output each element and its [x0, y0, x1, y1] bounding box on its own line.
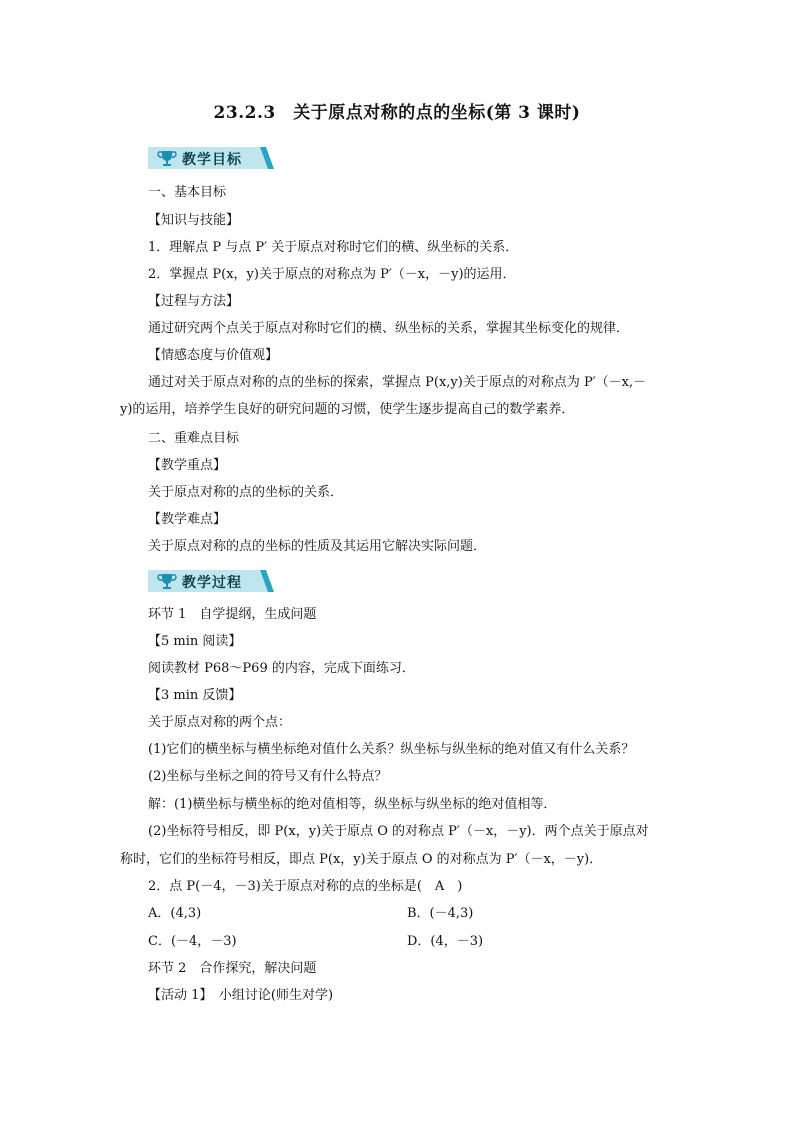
- banner-label: 教学目标: [182, 152, 242, 168]
- text-line: 【情感态度与价值观】: [148, 348, 279, 363]
- text-line: 关于原点对称的两个点：: [148, 715, 292, 730]
- choice-c: C．(－4，－3): [148, 934, 237, 949]
- banner-label: 教学过程: [182, 575, 242, 591]
- text-line: 【知识与技能】: [148, 213, 240, 228]
- text-line: 环节 1 自学提纲，生成问题: [148, 607, 317, 622]
- page-title: 23.2.3 关于原点对称的点的坐标(第 3 课时): [213, 103, 581, 123]
- text-line: 【教学重点】: [148, 458, 227, 473]
- section-banner-goals: [148, 145, 276, 171]
- text-line: 【教学难点】: [148, 512, 227, 527]
- text-line: 通过研究两个点关于原点对称时它们的横、纵坐标的关系，掌握其坐标变化的规律．: [148, 321, 630, 336]
- text-line: 环节 2 合作探究，解决问题: [148, 961, 317, 976]
- text-line: 关于原点对称的点的坐标的性质及其运用它解决实际问题．: [148, 539, 487, 554]
- section-banner-process: [148, 568, 276, 594]
- text-line: 2．掌握点 P(x，y)关于原点的对称点为 P′（－x，－y)的运用．: [148, 267, 516, 282]
- text-line: 【3 min 反馈】: [148, 688, 242, 703]
- text-line: 称时，它们的坐标符号相反，即点 P(x，y)关于原点 O 的对称点为 P′（－x，－y)．: [120, 852, 603, 867]
- text-line: 【过程与方法】: [148, 294, 240, 309]
- text-line: 【活动 1】 小组讨论(师生对学): [148, 988, 334, 1003]
- choice-a: A．(4,3): [148, 906, 202, 921]
- text-line: 关于原点对称的点的坐标的关系．: [148, 485, 344, 500]
- choice-b: B．(－4,3): [407, 906, 474, 921]
- text-line: 通过对关于原点对称的点的坐标的探索，掌握点 P(x,y)关于原点的对称点为 P′（－x,－: [148, 375, 647, 390]
- text-line: y)的运用，培养学生良好的研究问题的习惯，使学生逐步提高自己的数学素养．: [120, 402, 575, 417]
- text-line: (2)坐标符号相反，即 P(x，y)关于原点 O 的对称点 P′（－x，－y)．两个点关于原点对: [148, 824, 649, 839]
- text-line: 1．理解点 P 与点 P′ 关于原点对称时它们的横、纵坐标的关系．: [148, 240, 519, 255]
- question-text: 2．点 P(－4，－3)关于原点对称的点的坐标是( A ): [148, 879, 463, 894]
- text-line: 一、基本目标: [148, 185, 227, 200]
- trophy-icon: [154, 568, 180, 594]
- text-line: (2)坐标与坐标之间的符号又有什么特点？: [148, 769, 388, 784]
- text-line: 解：(1)横坐标与横坐标的绝对值相等，纵坐标与纵坐标的绝对值相等．: [148, 797, 557, 812]
- text-line: 【5 min 阅读】: [148, 634, 242, 649]
- choice-d: D．(4，－3): [407, 934, 484, 949]
- text-line: 阅读教材 P68～P69 的内容，完成下面练习．: [148, 661, 415, 676]
- trophy-icon: [154, 145, 180, 171]
- text-line: 二、重难点目标: [148, 431, 240, 446]
- text-line: (1)它们的横坐标与横坐标绝对值什么关系？纵坐标与纵坐标的绝对值又有什么关系？: [148, 742, 635, 757]
